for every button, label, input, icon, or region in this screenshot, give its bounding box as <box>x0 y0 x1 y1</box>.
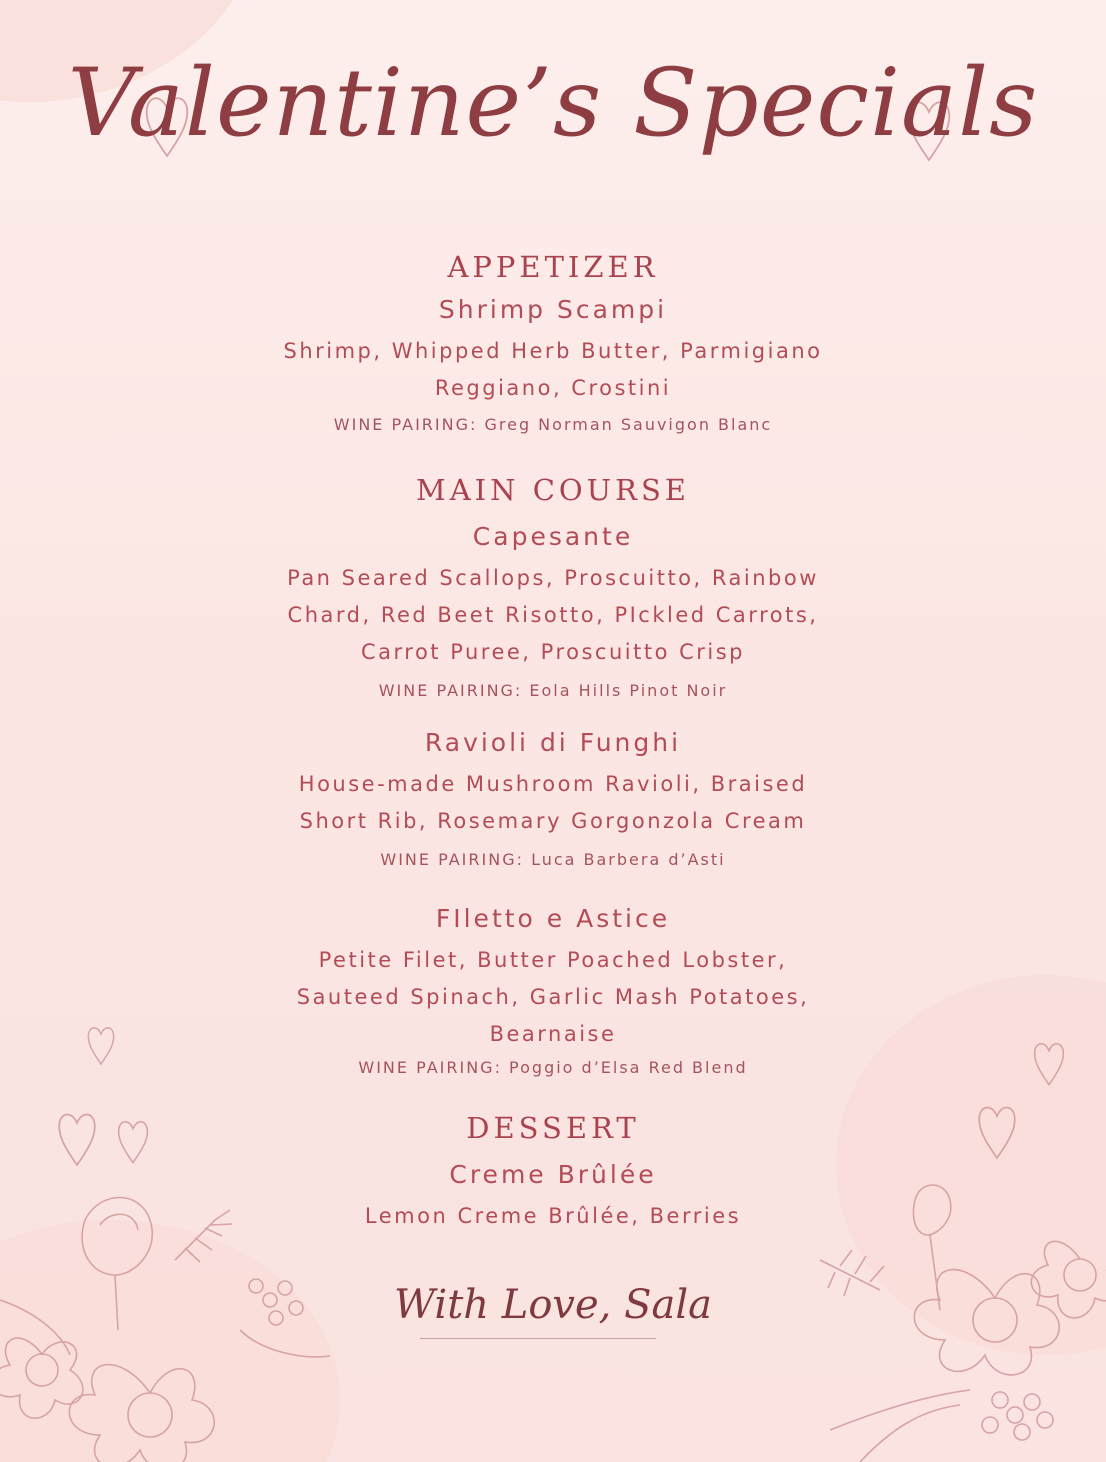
description-line: Pan Seared Scallops, Proscuitto, Rainbow <box>287 566 819 590</box>
section-heading: MAIN COURSE <box>416 473 690 507</box>
dish-filetto <box>0 904 1106 933</box>
dish-name: FIletto e Astice <box>435 904 671 933</box>
wine-pairing <box>0 681 1106 700</box>
dish-description <box>0 766 1106 840</box>
dessert-section <box>0 1111 1106 1145</box>
dish-name: Shrimp Scampi <box>438 295 668 324</box>
description-line: Carrot Puree, Proscuitto Crisp <box>360 640 746 664</box>
section-heading: DESSERT <box>466 1111 640 1145</box>
dish-creme-brulee <box>0 1160 1106 1189</box>
description-line: Sauteed Spinach, Garlic Mash Potatoes, <box>296 985 810 1009</box>
wine-pairing-text: WINE PAIRING: Eola Hills Pinot Noir <box>378 681 728 700</box>
dish-name: Ravioli di Funghi <box>424 728 682 757</box>
appetizer-section <box>0 250 1106 284</box>
wine-pairing <box>0 850 1106 869</box>
wine-pairing-text: WINE PAIRING: Luca Barbera d’Asti <box>380 850 726 869</box>
description-line: Lemon Creme Brûlée, Berries <box>364 1204 742 1228</box>
description-line: Reggiano, Crostini <box>434 376 672 400</box>
dish-description <box>0 560 1106 671</box>
description-line: Bearnaise <box>489 1022 617 1046</box>
wine-pairing <box>0 1058 1106 1077</box>
dish-description <box>0 333 1106 407</box>
dish-shrimp-scampi <box>0 295 1106 324</box>
page-title: Valentine’s Specials <box>67 49 1039 158</box>
dish-name: Creme Brûlée <box>449 1160 657 1189</box>
wine-pairing-text: WINE PAIRING: Poggio d’Elsa Red Blend <box>358 1058 748 1077</box>
dish-ravioli <box>0 728 1106 757</box>
dish-description <box>0 1198 1106 1235</box>
description-line: Chard, Red Beet Risotto, PIckled Carrots, <box>287 603 819 627</box>
signature: With Love, Sala <box>394 1282 712 1328</box>
wine-pairing <box>0 415 1106 434</box>
dish-name: Capesante <box>472 522 634 551</box>
dish-description <box>0 942 1106 1053</box>
section-heading: APPETIZER <box>447 250 659 284</box>
main-course-section <box>0 473 1106 507</box>
signature-underline <box>420 1338 656 1339</box>
description-line: Petite Filet, Butter Poached Lobster, <box>318 948 788 972</box>
description-line: Short Rib, Rosemary Gorgonzola Cream <box>299 809 807 833</box>
dish-capesante <box>0 522 1106 551</box>
description-line: House-made Mushroom Ravioli, Braised <box>298 772 808 796</box>
wine-pairing-text: WINE PAIRING: Greg Norman Sauvigon Blanc <box>333 415 773 434</box>
description-line: Shrimp, Whipped Herb Butter, Parmigiano <box>283 339 823 363</box>
